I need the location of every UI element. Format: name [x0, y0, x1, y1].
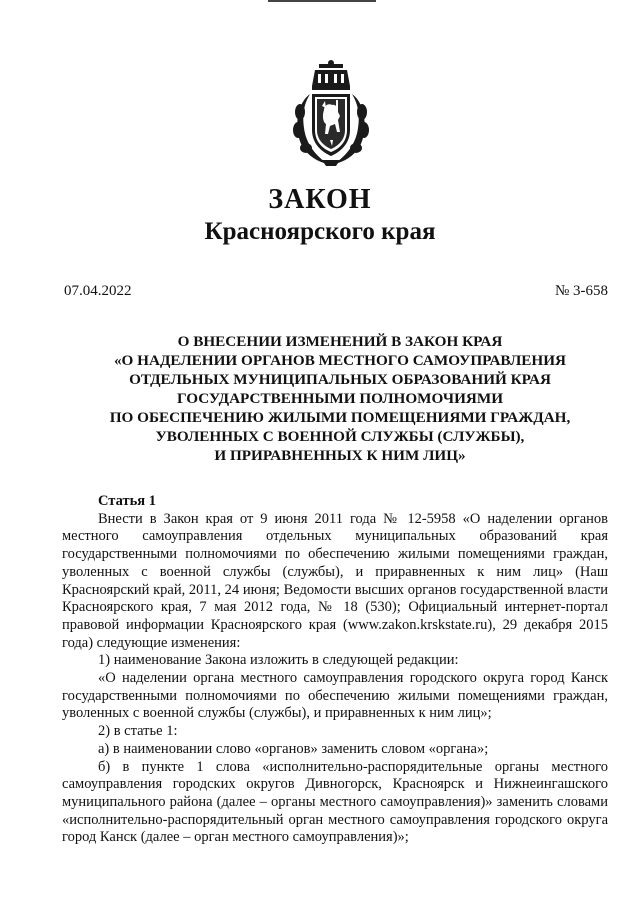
top-rule [268, 0, 376, 2]
law-date: 07.04.2022 [64, 283, 132, 299]
article-paragraph: б) в пункте 1 слова «исполнительно-распорядительные органы местного самоуправления городских округов Дивногорск, Красноярск и Нижнеингашского муниципального района (далее – органы местного самоуправления)» заменить словами «исполнительно-распорядительный орган местного самоуправления городского округа город Канск (далее – орган местного самоуправления)»; [62, 758, 608, 846]
law-title-line: УВОЛЕННЫХ С ВОЕННОЙ СЛУЖБЫ (СЛУЖБЫ), [155, 428, 525, 445]
law-title-line: ГОСУДАРСТВЕННЫМИ ПОЛНОМОЧИЯМИ [176, 390, 504, 407]
law-title-line: И ПРИРАВНЕННЫХ К НИМ ЛИЦ» [214, 447, 466, 464]
law-title [60, 332, 620, 465]
krasnoyarsk-coat-of-arms-icon [288, 60, 374, 168]
article-paragraph: Внести в Закон края от 9 июня 2011 года № 12-5958 «О наделении органов местного самоуправления отдельных муниципальных образований края государственными полномочиями по обеспечению жилыми помещениями граждан, уволенных с военной службы (службы), и приравненных к ним лиц» (Наш Красноярский край, 2011, 24 июня; Ведомости высших органов государственной власти Красноярского края, 7 мая 2012 года, № 18 (530); Официальный интернет-портал правовой информации Красноярского края (www.zakon.krskstate.ru), 29 декабря 2015 года) следующие изменения: [62, 510, 608, 651]
article-paragraph: а) в наименовании слово «органов» заменить словом «органа»; [98, 740, 489, 757]
article-paragraph: «О наделении органа местного самоуправления городского округа город Канск государственными полномочиями по обеспечению жилыми помещениями граждан, уволенных с военной службы (службы), и приравненных к ним лиц»; [62, 670, 608, 722]
article-body [62, 493, 608, 847]
article-paragraph: 2) в статье 1: [98, 723, 178, 740]
law-title-line: ПО ОБЕСПЕЧЕНИЮ ЖИЛЫМИ ПОМЕЩЕНИЯМИ ГРАЖДАН, [109, 409, 571, 426]
article-heading: Статья 1 [98, 493, 156, 509]
document-subtitle: Красноярского края [204, 218, 436, 245]
law-title-line: О ВНЕСЕНИИ ИЗМЕНЕНИЙ В ЗАКОН КРАЯ [177, 333, 503, 350]
document-title: ЗАКОН [268, 184, 372, 215]
law-title-line: ОТДЕЛЬНЫХ МУНИЦИПАЛЬНЫХ ОБРАЗОВАНИЙ КРАЯ [129, 371, 551, 388]
law-number: № 3-658 [554, 283, 608, 299]
law-title-line: «О НАДЕЛЕНИИ ОРГАНОВ МЕСТНОГО САМОУПРАВЛЕНИЯ [113, 352, 567, 369]
article-paragraph: 1) наименование Закона изложить в следующей редакции: [98, 652, 459, 669]
